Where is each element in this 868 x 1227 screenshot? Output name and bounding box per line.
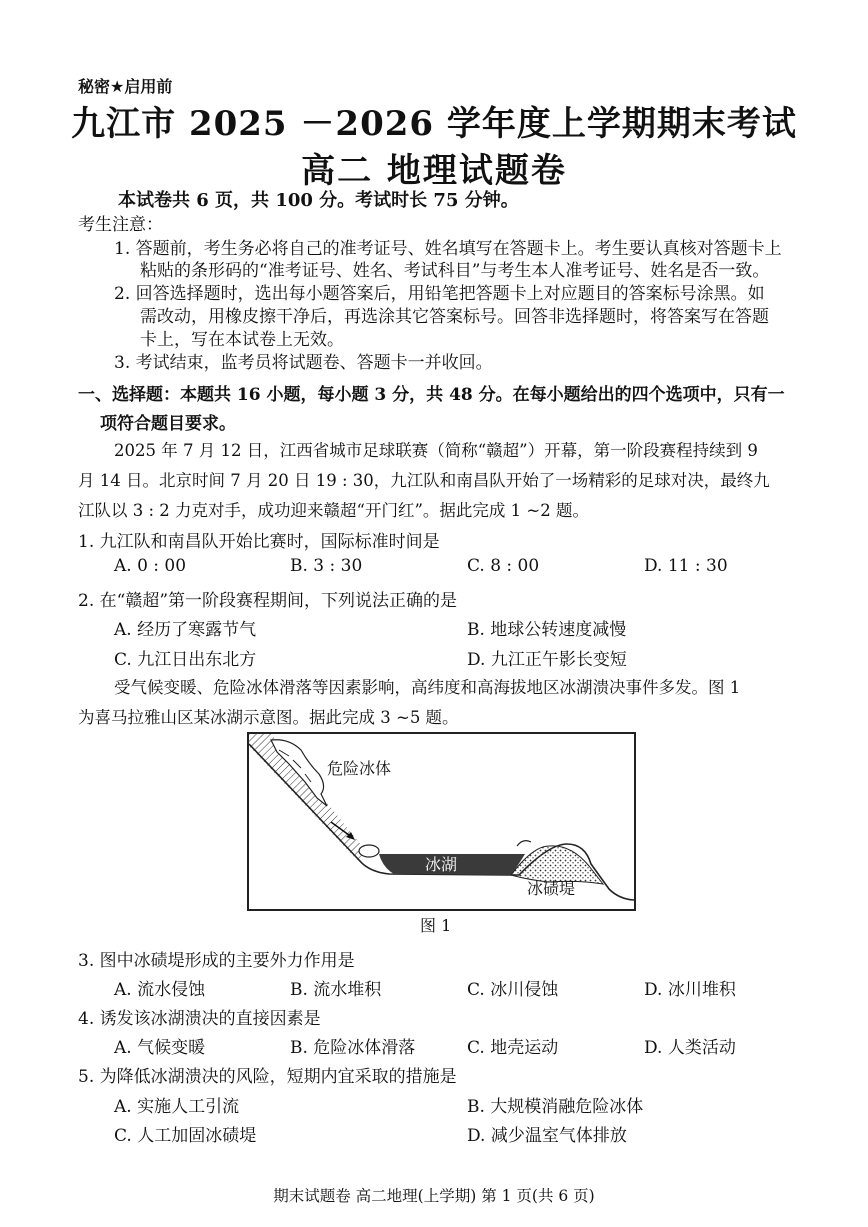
exam-intro: 本试卷共 6 页，共 100 分。考试时长 75 分钟。 (118, 190, 519, 211)
question-5-stem: 5. 为降低冰湖溃决的风险，短期内宜采取的措施是 (78, 1067, 457, 1087)
figure-1-glacial-lake-diagram (247, 732, 636, 911)
section-heading: 一、选择题：本题共 16 小题，每小题 3 分，共 48 分。在每小题给出的四个选项中，只有一 (78, 385, 785, 405)
falling-ice-block (359, 845, 379, 857)
label-dangerous-ice: 危险冰体 (327, 759, 392, 778)
question-2-option-c[interactable]: C. 九江日出东北方 (114, 650, 257, 670)
notice-item-1-cont: 粘贴的条形码的“准考证号、姓名、考试科目”与考生本人准考证号、姓名是否一致。 (140, 261, 770, 281)
question-5-option-c[interactable]: C. 人工加固冰碛堤 (114, 1126, 257, 1146)
mountain-slope (249, 734, 367, 860)
notice-item-1: 1. 答题前，考生务必将自己的准考证号、姓名填写在答题卡上。考生要认真核对答题卡上 (114, 239, 782, 259)
question-5-option-b[interactable]: B. 大规模消融危险冰体 (467, 1097, 644, 1117)
question-2-option-a[interactable]: A. 经历了寒露节气 (114, 620, 257, 640)
question-4-option-b[interactable]: B. 危险冰体滑落 (290, 1038, 416, 1058)
question-1-option-c[interactable]: C. 8 : 00 (467, 556, 540, 576)
section-heading-cont: 项符合题目要求。 (100, 414, 236, 434)
notice-item-2-cont: 需改动，用橡皮擦干净后，再选涂其它答案标号。回答非选择题时，将答案写在答题 (140, 307, 769, 327)
question-4-option-d[interactable]: D. 人类活动 (644, 1038, 736, 1058)
question-1-option-a[interactable]: A. 0 : 00 (114, 556, 187, 576)
question-4-option-c[interactable]: C. 地壳运动 (467, 1038, 559, 1058)
question-1-stem: 1. 九江队和南昌队开始比赛时，国际标准时间是 (78, 532, 440, 552)
exam-subtitle: 高二 地理试题卷 (301, 151, 567, 191)
question-3-option-c[interactable]: C. 冰川侵蚀 (467, 980, 559, 1000)
question-5-option-a[interactable]: A. 实施人工引流 (114, 1097, 240, 1117)
question-3-option-d[interactable]: D. 冰川堆积 (644, 980, 736, 1000)
question-3-option-b[interactable]: B. 流水堆积 (290, 980, 382, 1000)
wave-mark (517, 841, 531, 846)
passage-1-line-1: 2025 年 7 月 12 日，江西省城市足球联赛（简称“赣超”）开幕，第一阶段赛程持续到 9 (114, 441, 758, 460)
question-3-stem: 3. 图中冰碛堤形成的主要外力作用是 (78, 951, 355, 971)
label-glacial-lake: 冰湖 (425, 855, 458, 874)
passage-2-line-1: 受气候变暖、危险冰体滑落等因素影响，高纬度和高海拔地区冰湖溃决事件多发。图 1 (114, 678, 741, 697)
passage-2-line-2: 为喜马拉雅山区某冰湖示意图。据此完成 3 ~5 题。 (78, 708, 459, 727)
question-4-stem: 4. 诱发该冰湖溃决的直接因素是 (78, 1009, 321, 1029)
notice-item-3: 3. 考试结束，监考员将试题卷、答题卡一并收回。 (114, 353, 493, 373)
question-5-option-d[interactable]: D. 减少温室气体排放 (467, 1126, 627, 1146)
page-footer: 期末试题卷 高二地理(上学期) 第 1 页(共 6 页) (273, 1187, 595, 1205)
passage-1-line-3: 江队以 3 : 2 力克对手，成功迎来赣超“开门红”。据此完成 1 ~2 题。 (78, 501, 589, 520)
exam-title: 九江市 2025 －2026 学年度上学期期末考试 (71, 104, 797, 144)
notice-item-2: 2. 回答选择题时，选出每小题答案后，用铅笔把答题卡上对应题目的答案标号涂黑。如 (114, 284, 765, 304)
label-moraine-dam: 冰碛堤 (527, 879, 576, 898)
glacial-lake-svg (249, 734, 634, 909)
question-1-option-d[interactable]: D. 11 : 30 (644, 556, 728, 576)
confidential-label: 秘密★启用前 (78, 77, 173, 96)
question-3-option-a[interactable]: A. 流水侵蚀 (114, 980, 206, 1000)
question-1-option-b[interactable]: B. 3 : 30 (290, 556, 363, 576)
question-2-option-b[interactable]: B. 地球公转速度减慢 (467, 620, 627, 640)
passage-1-line-2: 月 14 日。北京时间 7 月 20 日 19 : 30，九江队和南昌队开始了一场精彩的足球对决，最终九 (78, 471, 770, 490)
figure-1-caption: 图 1 (420, 916, 452, 935)
notice-item-2-cont2: 卡上，写在本试卷上无效。 (140, 330, 344, 350)
notice-heading: 考生注意： (78, 215, 163, 235)
question-4-option-a[interactable]: A. 气候变暖 (114, 1038, 206, 1058)
question-2-stem: 2. 在“赣超”第一阶段赛程期间，下列说法正确的是 (78, 591, 458, 611)
question-2-option-d[interactable]: D. 九江正午影长变短 (467, 650, 627, 670)
